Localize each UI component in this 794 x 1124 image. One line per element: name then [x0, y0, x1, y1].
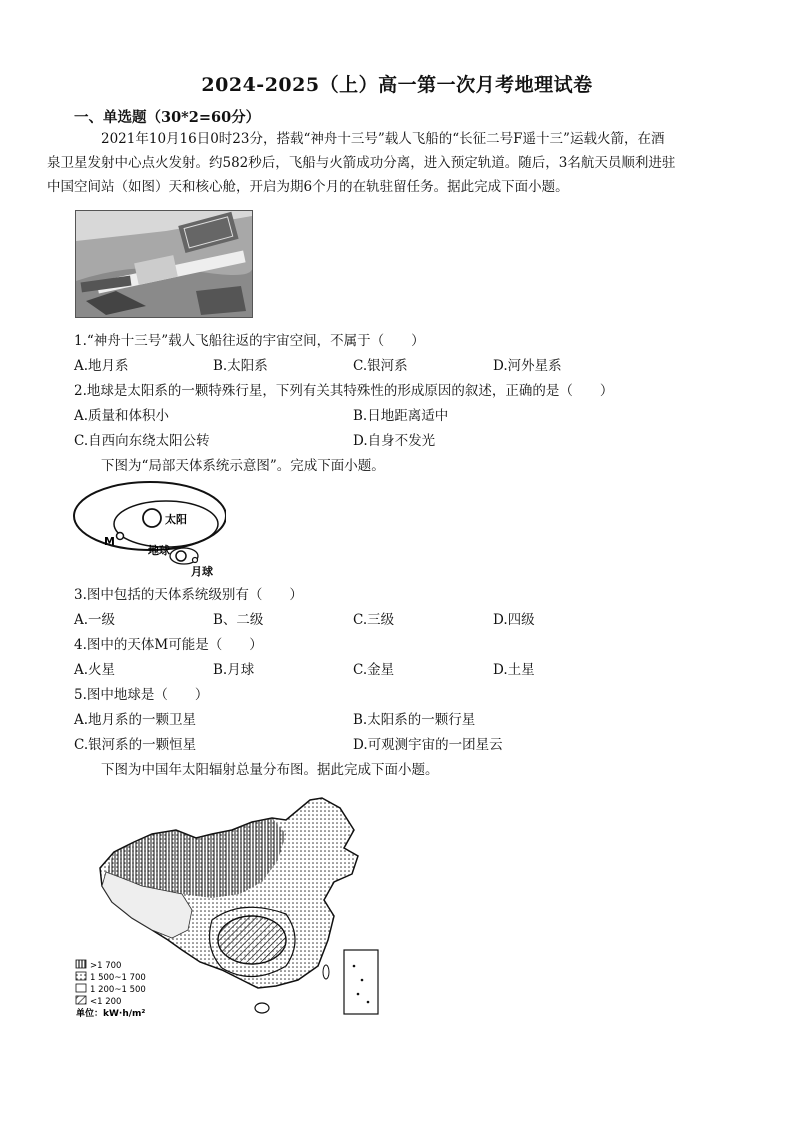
q4-option-c[interactable]: C.金星 — [353, 662, 395, 678]
question-2-stem: 2.地球是太阳系的一颗特殊行星，下列有关其特殊性的形成原因的叙述，正确的是（ ） — [74, 383, 614, 399]
legend-swatch-3 — [76, 984, 86, 992]
q5-option-a[interactable]: A.地月系的一颗卫星 — [74, 712, 197, 728]
label-sun: 太阳 — [165, 513, 187, 526]
q1-option-a[interactable]: A.地月系 — [74, 358, 129, 374]
celestial-system-diagram — [70, 478, 226, 582]
q5-option-b[interactable]: B.太阳系的一颗行星 — [353, 712, 476, 728]
label-earth: 地球 — [148, 544, 170, 557]
label-moon: 月球 — [191, 565, 213, 578]
q2-option-c[interactable]: C.自西向东绕太阳公转 — [74, 433, 210, 449]
question-4-stem: 4.图中的天体M可能是（ ） — [74, 637, 263, 653]
legend-label-3: 1 200~1 500 — [90, 985, 146, 995]
label-m: M — [104, 535, 115, 548]
q3-option-a[interactable]: A.一级 — [74, 612, 116, 628]
legend-label-4: <1 200 — [90, 997, 122, 1007]
china-radiation-map — [72, 790, 384, 1020]
intro-line-1: 2021年10月16日0时23分，搭载“神舟十三号”载人飞船的“长征二号F遥十三”运载火箭，在酒 — [101, 131, 665, 147]
legend-swatch-4 — [76, 996, 86, 1004]
question-3-stem: 3.图中包括的天体系统级别有（ ） — [74, 587, 303, 603]
legend-swatch-2 — [76, 972, 86, 980]
q3-option-c[interactable]: C.三级 — [353, 612, 395, 628]
q1-option-c[interactable]: C.银河系 — [353, 358, 408, 374]
q4-option-d[interactable]: D.土星 — [493, 662, 535, 678]
q2-option-b[interactable]: B.日地距离适中 — [353, 408, 449, 424]
legend-label-2: 1 500~1 700 — [90, 973, 146, 983]
q5-option-d[interactable]: D.可观测宇宙的一团星云 — [353, 737, 503, 753]
intro-paragraph-1 — [47, 127, 734, 199]
section-heading: 一、单选题（30*2=60分） — [74, 109, 261, 126]
legend-label-1: >1 700 — [90, 961, 122, 971]
map-unit-label: 单位：kW·h/m² — [76, 1009, 146, 1019]
q1-option-d[interactable]: D.河外星系 — [493, 358, 562, 374]
q3-option-b[interactable]: B、二级 — [213, 612, 264, 628]
question-1-stem: 1.“神舟十三号”载人飞船往返的宇宙空间，不属于（ ） — [74, 333, 425, 349]
q1-option-b[interactable]: B.太阳系 — [213, 358, 268, 374]
intro-paragraph-2: 下图为“局部天体系统示意图”。完成下面小题。 — [101, 458, 385, 474]
intro-line-2: 泉卫星发射中心点火发射。约582秒后，飞船与火箭成功分离，进入预定轨道。随后，3名航天员顺利进驻 — [47, 155, 676, 171]
intro-paragraph-3: 下图为中国年太阳辐射总量分布图。据此完成下面小题。 — [101, 762, 439, 778]
q2-option-d[interactable]: D.自身不发光 — [353, 433, 436, 449]
space-station-photo — [75, 210, 253, 318]
q5-option-c[interactable]: C.银河系的一颗恒星 — [74, 737, 197, 753]
q2-option-a[interactable]: A.质量和体积小 — [74, 408, 170, 424]
q4-option-b[interactable]: B.月球 — [213, 662, 255, 678]
q3-option-d[interactable]: D.四级 — [493, 612, 535, 628]
q4-option-a[interactable]: A.火星 — [74, 662, 116, 678]
intro-line-3: 中国空间站（如图）天和核心舱，开启为期6个月的在轨驻留任务。据此完成下面小题。 — [47, 179, 569, 195]
legend-swatch-1 — [76, 960, 86, 968]
question-5-stem: 5.图中地球是（ ） — [74, 687, 209, 703]
page-title: 2024-2025（上）高一第一次月考地理试卷 — [201, 74, 593, 96]
